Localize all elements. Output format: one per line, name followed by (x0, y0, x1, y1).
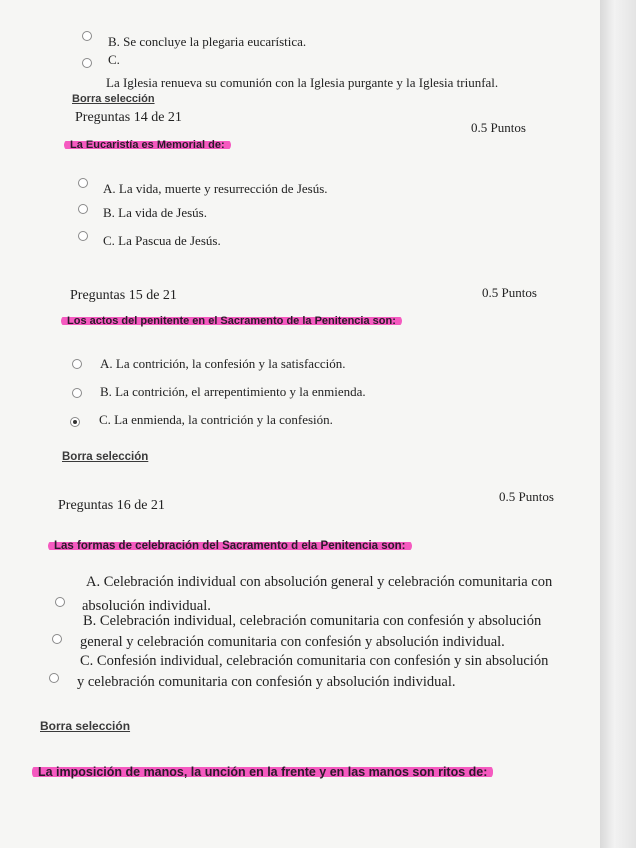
q15-points: 0.5 Puntos (482, 285, 537, 300)
q16-option-c-line2: y celebración comunitaria con confesión y absolución individual. (77, 674, 456, 690)
q15-option-c: C. La enmienda, la contrición y la confesión. (99, 412, 333, 427)
q15-radio-a[interactable] (72, 359, 82, 369)
q15-radio-c[interactable] (70, 417, 80, 427)
q15-option-b: B. La contrición, el arrepentimiento y la enmienda. (100, 384, 366, 399)
q13-option-c-text: La Iglesia renueva su comunión con la Iglesia purgante y la Iglesia triunfal. (106, 75, 499, 90)
q14-option-b: B. La vida de Jesús. (103, 205, 207, 220)
q13-clear-selection-link[interactable]: Borra selección (72, 93, 155, 105)
q14-option-a: A. La vida, muerte y resurrección de Jesús. (103, 181, 328, 196)
q13-option-c-letter: C. (108, 52, 120, 67)
q16-radio-b[interactable] (52, 634, 62, 644)
q16-option-c-line1: C. Confesión individual, celebración comunitaria con confesión y sin absolución (80, 653, 549, 669)
q16-question-prompt: Las formas de celebración del Sacramento d ela Penitencia son: (48, 540, 412, 552)
q16-radio-a[interactable] (55, 597, 65, 607)
q15-option-a: A. La contrición, la confesión y la satisfacción. (100, 356, 346, 371)
q14-points: 0.5 Puntos (471, 120, 526, 135)
q14-radio-b[interactable] (78, 204, 88, 214)
q14-radio-a[interactable] (78, 178, 88, 188)
q15-clear-selection-link[interactable]: Borra selección (62, 451, 149, 463)
q15-counter: Preguntas 15 de 21 (70, 288, 177, 303)
q14-question-prompt: La Eucaristía es Memorial de: (64, 139, 231, 151)
q16-option-a-line1: A. Celebración individual con absolución general y celebración comunitaria con (86, 574, 553, 590)
q15-radio-b[interactable] (72, 388, 82, 398)
q13-radio-c[interactable] (82, 58, 92, 68)
q13-radio-b[interactable] (82, 31, 92, 41)
q16-clear-selection-link[interactable]: Borra selección (40, 719, 131, 733)
q16-points: 0.5 Puntos (499, 489, 554, 504)
q14-radio-c[interactable] (78, 231, 88, 241)
q14-option-c: C. La Pascua de Jesús. (103, 233, 221, 248)
q16-option-b-line1: B. Celebración individual, celebración comunitaria con confesión y absolución (83, 613, 542, 629)
q17-question-prompt: La imposición de manos, la unción en la frente y en las manos son ritos de: (32, 765, 493, 779)
q13-option-b: B. Se concluye la plegaria eucarística. (108, 34, 307, 49)
q16-radio-c[interactable] (49, 673, 59, 683)
q14-counter: Preguntas 14 de 21 (75, 110, 182, 125)
q16-counter: Preguntas 16 de 21 (58, 498, 165, 513)
q15-question-prompt: Los actos del penitente en el Sacramento de la Penitencia son: (61, 315, 402, 327)
q16-option-b-line2: general y celebración comunitaria con confesión y absolución individual. (80, 634, 505, 650)
q16-option-a-line2: absolución individual. (82, 598, 211, 614)
page-edge-shadow (600, 0, 636, 848)
